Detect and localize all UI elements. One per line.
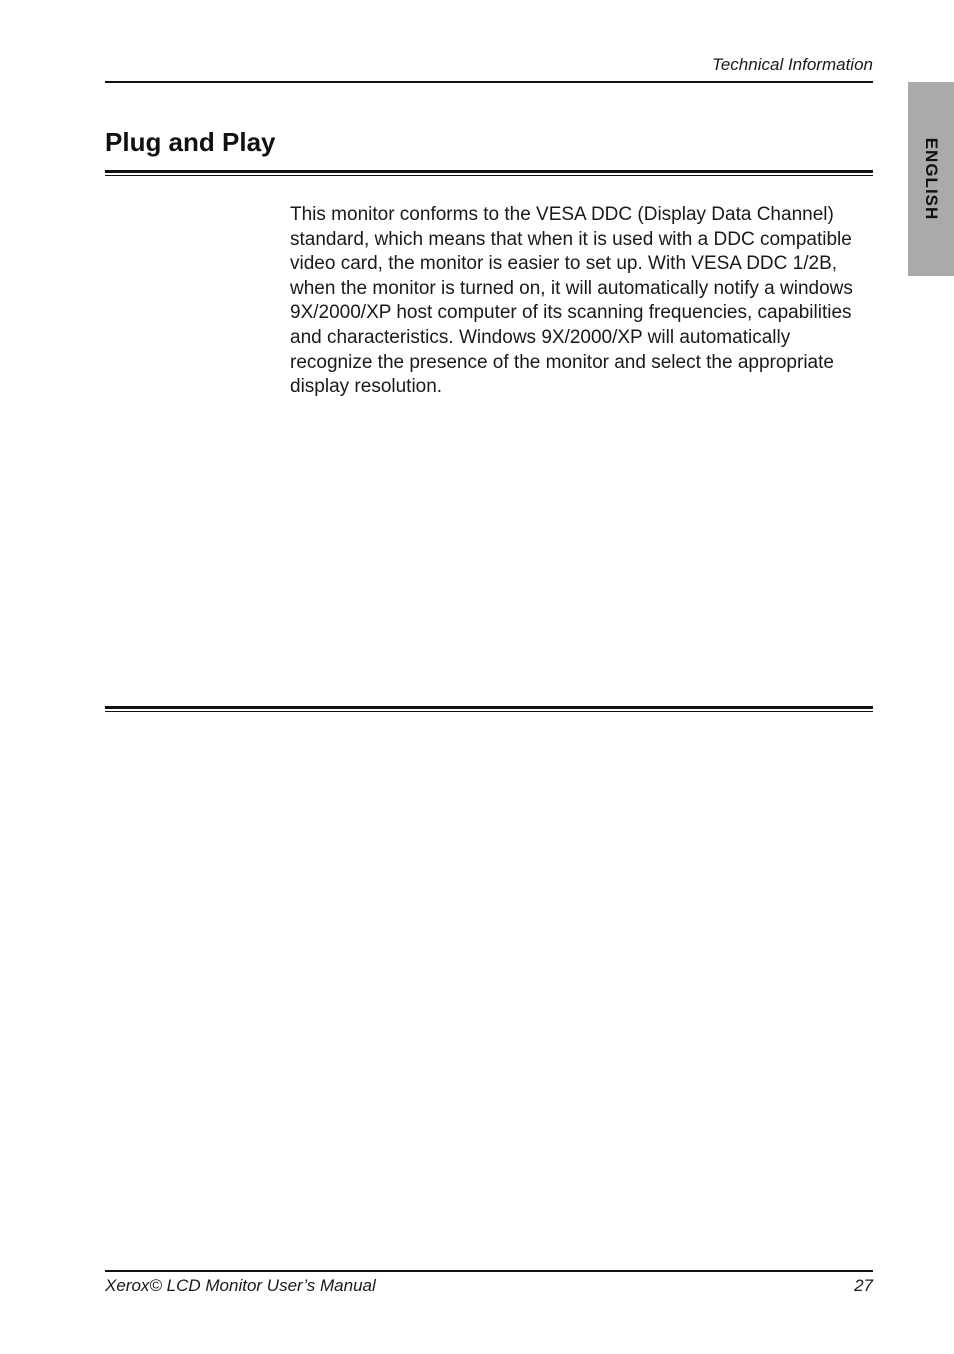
header-divider (105, 81, 873, 83)
section-bottom-divider (105, 706, 873, 713)
divider-thick-line (105, 706, 873, 709)
footer-manual-title: Xerox© LCD Monitor User’s Manual (105, 1276, 376, 1295)
section-title: Plug and Play (105, 127, 276, 157)
running-header: Technical Information (712, 55, 873, 74)
divider-thick-line (105, 170, 873, 173)
language-tab (908, 82, 954, 276)
section-top-divider (105, 170, 873, 177)
language-tab-label: ENGLISH (922, 137, 941, 221)
footer-divider (105, 1270, 873, 1272)
divider-thin-line (105, 711, 873, 712)
divider-thin-line (105, 175, 873, 176)
page-number: 27 (854, 1276, 873, 1295)
section-body-paragraph: This monitor conforms to the VESA DDC (Display Data Channel) standard, which means that when it is used with a DDC compatible video card, the monitor is easier to set up. With VESA DDC 1/2B, when the monitor is turned on, it will automatically notify a windows 9X/2000/XP host computer of its scanning frequencies, capabilities and characteristics. Windows 9X/2000/XP will automatically recognize the presence of the monitor and select the appropriate display resolution. (290, 204, 853, 398)
